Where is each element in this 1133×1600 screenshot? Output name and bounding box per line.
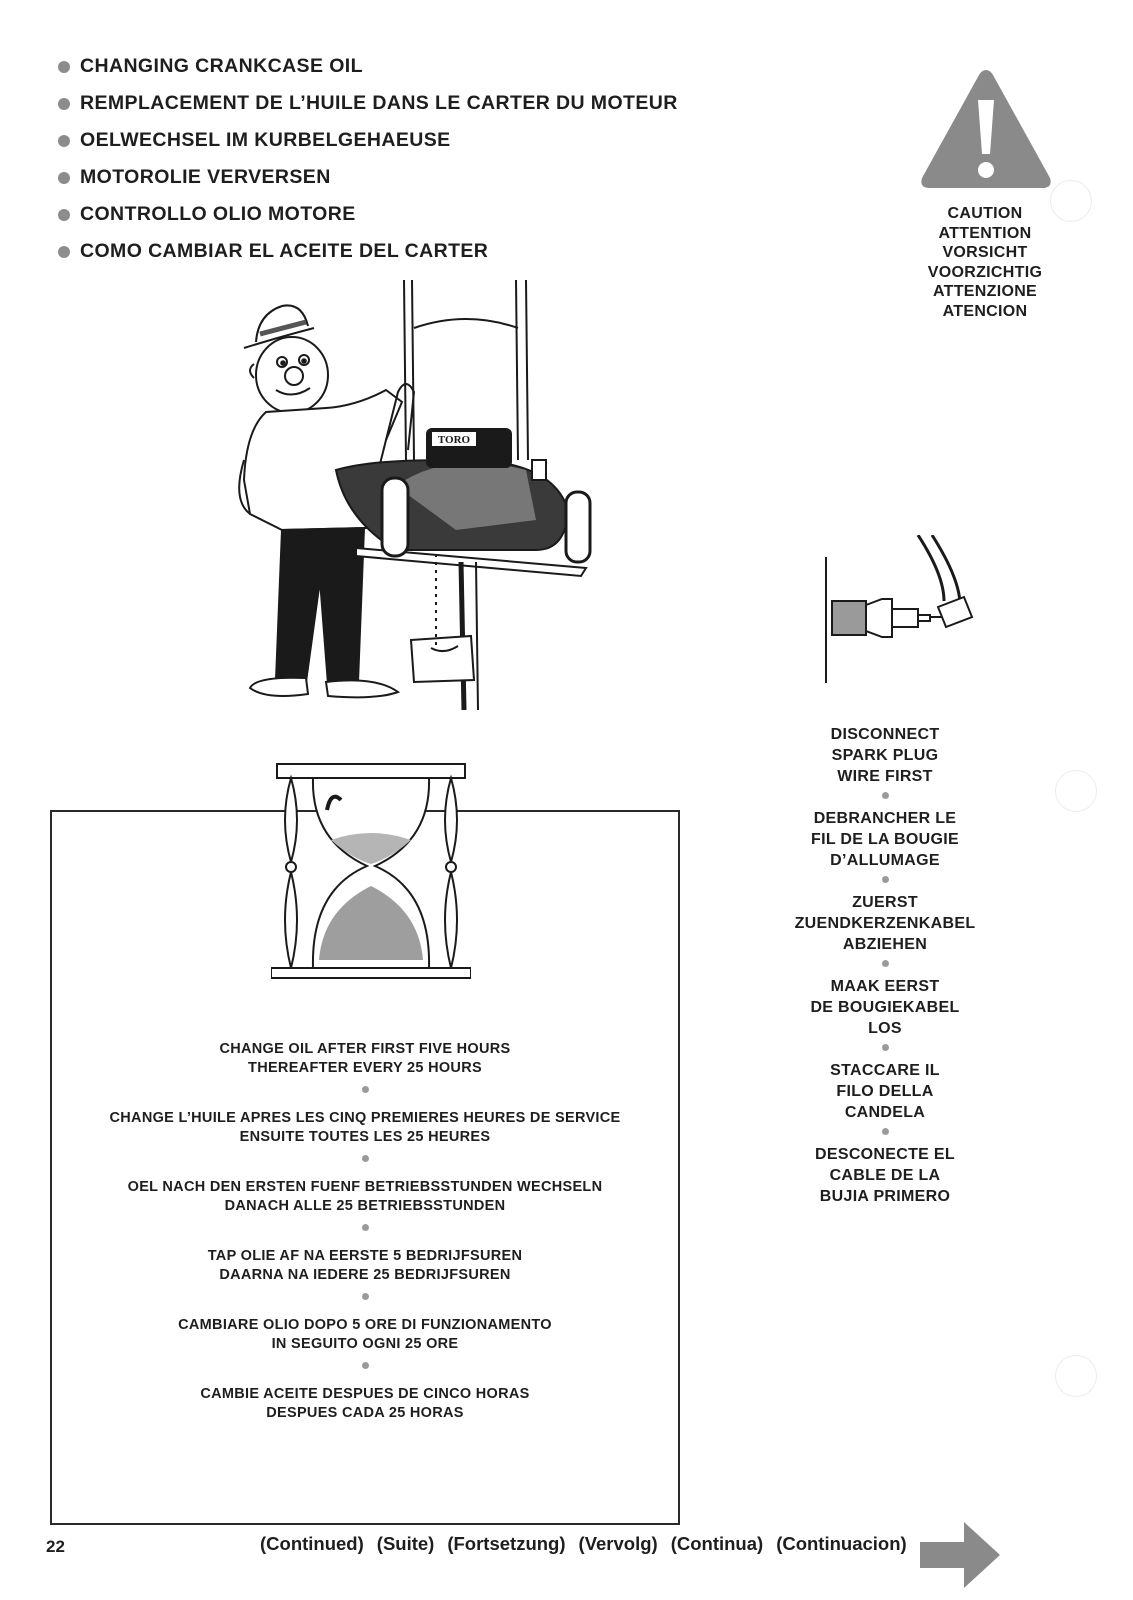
oil-line: TAP OLIE AF NA EERSTE 5 BEDRIJFSUREN	[207, 1248, 523, 1264]
bullet-icon	[58, 172, 70, 184]
bullet-icon	[58, 209, 70, 221]
oil-line: THEREAFTER EVERY 25 HOURS	[248, 1060, 482, 1076]
oil-instruction-group	[60, 1109, 670, 1147]
spark-line: CABLE DE LA	[829, 1167, 941, 1184]
caution-word: VOORZICHTIG	[927, 263, 1043, 281]
oil-line: CHANGE L’HUILE APRES LES CINQ PREMIERES HEURES DE SERVICE	[109, 1110, 621, 1126]
spark-plug-instructions	[780, 724, 990, 1207]
separator-dot	[882, 792, 889, 799]
caution-word: ATENCION	[942, 302, 1028, 320]
spark-line: DISCONNECT	[830, 726, 940, 743]
spark-line: MAAK EERST	[830, 978, 940, 995]
oil-line: DESPUES CADA 25 HORAS	[266, 1405, 464, 1421]
toro-brand-label: TORO	[437, 434, 471, 446]
spark-instruction-group	[780, 976, 990, 1039]
oil-line: CAMBIE ACEITE DESPUES DE CINCO HORAS	[200, 1386, 530, 1402]
spark-line: D’ALLUMAGE	[830, 852, 940, 869]
continued-labels	[260, 1533, 907, 1555]
heading-item	[58, 159, 678, 196]
heading-text: CHANGING CRANKCASE OIL	[80, 55, 363, 77]
heading-item	[58, 85, 678, 122]
spark-line: DEBRANCHER LE	[813, 810, 957, 827]
caution-labels	[905, 204, 1065, 322]
page-number: 22	[46, 1537, 65, 1556]
separator-dot	[882, 876, 889, 883]
right-arrow-icon	[920, 1520, 1000, 1590]
bullet-icon	[58, 246, 70, 258]
continued-label: (Fortsetzung)	[447, 1533, 566, 1554]
spark-line: FIL DE LA BOUGIE	[811, 831, 959, 848]
hourglass-icon	[271, 760, 471, 990]
punch-hole	[1055, 770, 1097, 812]
oil-instruction-group	[60, 1040, 670, 1078]
separator-dot	[362, 1155, 369, 1162]
separator-dot	[882, 960, 889, 967]
warning-triangle-icon	[918, 66, 1054, 192]
oil-instruction-group	[60, 1178, 670, 1216]
heading-text: COMO CAMBIAR EL ACEITE DEL CARTER	[80, 240, 489, 262]
spark-instruction-group	[780, 1144, 990, 1207]
heading-text: REMPLACEMENT DE L’HUILE DANS LE CARTER DU MOTEUR	[80, 92, 678, 114]
continued-label: (Continua)	[670, 1533, 764, 1554]
spark-plug-illustration	[820, 535, 995, 695]
spark-instruction-group	[780, 724, 990, 787]
caution-word: ATTENTION	[938, 224, 1032, 242]
heading-list	[58, 48, 678, 270]
spark-line: SPARK PLUG	[831, 747, 939, 764]
spark-line: ABZIEHEN	[842, 936, 928, 953]
spark-line: STACCARE IL	[830, 1062, 940, 1079]
man-with-mower-illustration	[236, 280, 616, 730]
spark-instruction-group	[780, 1060, 990, 1123]
oil-line: CAMBIARE OLIO DOPO 5 ORE DI FUNZIONAMENTO	[178, 1317, 552, 1333]
separator-dot	[362, 1362, 369, 1369]
spark-line: FILO DELLA	[836, 1083, 934, 1100]
oil-line: CHANGE OIL AFTER FIRST FIVE HOURS	[219, 1041, 511, 1057]
oil-change-instructions	[60, 1040, 670, 1423]
oil-instruction-group	[60, 1385, 670, 1423]
spark-line: DE BOUGIEKABEL	[810, 999, 960, 1016]
separator-dot	[882, 1128, 889, 1135]
caution-word: CAUTION	[947, 205, 1023, 222]
separator-dot	[362, 1293, 369, 1300]
continued-label: (Continuacion)	[776, 1533, 907, 1554]
spark-line: ZUERST	[852, 894, 918, 911]
oil-line: ENSUITE TOUTES LES 25 HEURES	[239, 1129, 491, 1145]
bullet-icon	[58, 98, 70, 110]
caution-word: VORSICHT	[942, 244, 1028, 262]
oil-instruction-group	[60, 1247, 670, 1285]
heading-text: CONTROLLO OLIO MOTORE	[80, 203, 356, 225]
heading-item	[58, 48, 678, 85]
caution-word: ATTENZIONE	[932, 283, 1038, 301]
oil-instruction-group	[60, 1316, 670, 1354]
spark-instruction-group	[780, 808, 990, 871]
bullet-icon	[58, 61, 70, 73]
spark-line: LOS	[868, 1020, 902, 1037]
separator-dot	[362, 1224, 369, 1231]
bullet-icon	[58, 135, 70, 147]
spark-line: CANDELA	[844, 1104, 926, 1121]
separator-dot	[362, 1086, 369, 1093]
spark-instruction-group	[780, 892, 990, 955]
heading-item	[58, 122, 678, 159]
separator-dot	[882, 1044, 889, 1051]
oil-line: OEL NACH DEN ERSTEN FUENF BETRIEBSSTUNDEN WECHSELN	[127, 1179, 603, 1195]
oil-line: DAARNA NA IEDERE 25 BEDRIJFSUREN	[219, 1267, 511, 1283]
spark-line: ZUENDKERZENKABEL	[794, 915, 976, 932]
spark-line: WIRE FIRST	[837, 768, 933, 785]
punch-hole	[1055, 1355, 1097, 1397]
oil-line: DANACH ALLE 25 BETRIEBSSTUNDEN	[224, 1198, 506, 1214]
heading-text: OELWECHSEL IM KURBELGEHAEUSE	[80, 129, 451, 151]
heading-text: MOTOROLIE VERVERSEN	[80, 166, 331, 188]
punch-hole	[1050, 180, 1092, 222]
oil-line: IN SEGUITO OGNI 25 ORE	[271, 1336, 459, 1352]
continued-label: (Suite)	[376, 1533, 435, 1554]
heading-item	[58, 196, 678, 233]
heading-item	[58, 233, 678, 270]
continued-label: (Vervolg)	[578, 1533, 658, 1554]
spark-line: BUJIA PRIMERO	[819, 1188, 951, 1205]
spark-line: DESCONECTE EL	[815, 1146, 955, 1163]
continued-label: (Continued)	[260, 1533, 364, 1554]
